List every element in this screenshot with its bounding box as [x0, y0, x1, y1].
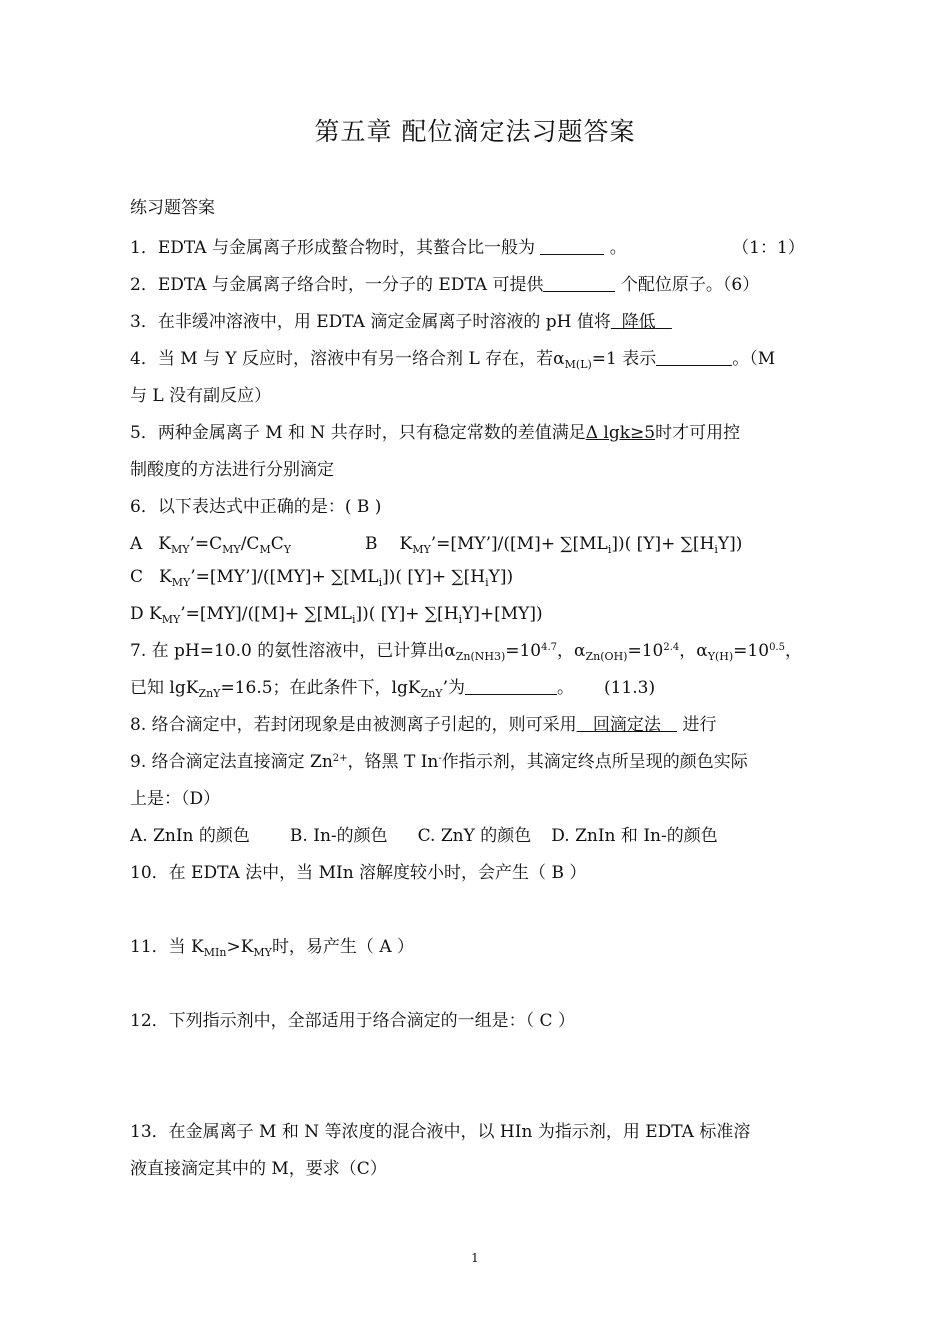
question-5 [130, 415, 820, 452]
q2-blank [543, 274, 615, 292]
q6-c-k: K [159, 567, 172, 587]
question-10: 10．在 EDTA 法中，当 MIn 溶解度较小时，会产生（ B ） [130, 863, 587, 883]
question-7-cont [130, 670, 820, 707]
q6-b-s2: i [714, 543, 718, 556]
q9-text: 9. 络合滴定法直接滴定 Zn [130, 752, 333, 772]
q11-text: 11．当 K [130, 937, 204, 957]
q11-c: 时，易产生（ A ） [271, 937, 415, 957]
q4-subscript: M(L) [564, 358, 592, 371]
q4-text-b: =1 表示 [591, 349, 657, 369]
q6-b-k: K [399, 534, 413, 554]
q2-tail: 个配位原子。 [620, 275, 723, 295]
q6-d-p1: ’=[MY]/([M]+ ∑[ML [180, 604, 352, 624]
q7-e2: =10 [627, 641, 664, 661]
q6-b-p2: ])( [Y]+ ∑[H [611, 534, 715, 554]
q6-c-s2: i [485, 576, 489, 589]
question-4 [130, 341, 820, 378]
q7-b3: ’为 [442, 678, 465, 698]
q6-option-d [130, 596, 820, 633]
q6-a-ksub: MY [170, 543, 190, 556]
q8-tail: 进行 [682, 715, 717, 735]
q11-s1: MIn [203, 946, 227, 959]
q6-d-ksub: MY [161, 613, 181, 626]
question-6: 6．以下表达式中正确的是：( B ) [130, 497, 382, 517]
q9-b: ，铬黑 T In [347, 752, 439, 772]
q1-tail: 。 [609, 238, 627, 258]
q8-answer: 回滴定法 [592, 715, 661, 735]
question-5-cont: 制酸度的方法进行分别滴定 [130, 460, 334, 480]
q7-c2: ，α [679, 641, 708, 661]
q9-option-a: A. ZnIn 的颜色 [130, 826, 250, 846]
question-9 [130, 744, 820, 781]
q7-e3: =10 [733, 641, 770, 661]
q7-blank [465, 677, 557, 695]
q7-b: 已知 lgK [130, 678, 199, 698]
exercise-content [130, 190, 820, 1188]
q7-s4: ZnY [198, 687, 221, 700]
q6-option-c [130, 559, 820, 596]
q6-option-a-label: A [130, 534, 143, 554]
q7-e1: =10 [505, 641, 542, 661]
q6-option-c-label: C [130, 567, 144, 587]
q6-a-s2: M [259, 543, 271, 556]
q12-options-cd [130, 1077, 820, 1114]
q4-text-c: 。（M [732, 349, 776, 369]
question-1 [130, 230, 820, 267]
q7-b2: =16.5；在此条件下，lgK [220, 678, 421, 698]
q9-sup: 2+ [332, 753, 348, 764]
question-13-cont: 液直接滴定其中的 M，要求（C） [130, 1159, 387, 1179]
q7-s2: Zn(OH) [585, 650, 628, 663]
q2-text: 2．EDTA 与金属离子络合时，一分子的 EDTA 可提供 [130, 275, 544, 295]
q9-option-c: C. ZnY 的颜色 [417, 826, 532, 846]
question-11 [130, 929, 820, 966]
q6-options-ab [130, 526, 820, 563]
question-13: 13．在金属离子 M 和 N 等浓度的混合液中，以 HIn 为指示剂，用 EDTA 标准溶 [130, 1122, 751, 1142]
q9-sup2: - [438, 753, 442, 764]
q4-blank [656, 348, 732, 366]
question-2 [130, 267, 820, 304]
q6-b-s1: i [607, 543, 612, 556]
q9-options [130, 818, 820, 855]
q11-s2: MY [253, 946, 272, 959]
q4-text: 4．当 M 与 Y 反应时，溶液中有另一络合剂 L 存在，若α [130, 349, 565, 369]
q6-b-p1: ’=[MY’]/([M]+ ∑[ML [430, 534, 608, 554]
q5-tail: 时才可用控 [655, 423, 741, 443]
q3-answer: 降低 [621, 312, 656, 332]
q5-text: 5．两种金属离子 M 和 N 共存时，只有稳定常数的差值满足 [130, 423, 586, 443]
q7-c3: ， [784, 641, 802, 661]
q7-answer: (11.3) [603, 678, 656, 698]
q6-c-p2: ])( [Y]+ ∑[H [382, 567, 486, 587]
q6-c-p3: Y]) [488, 567, 514, 587]
q6-c-ksub: MY [171, 576, 191, 589]
q2-answer: （6） [722, 275, 760, 295]
q9-option-b: B. In-的颜色 [289, 826, 388, 846]
question-4-cont: 与 L 没有副反应） [130, 386, 272, 406]
question-3 [130, 304, 820, 341]
q7-x1: 4.7 [541, 642, 558, 653]
q6-a-m1: /C [240, 534, 260, 554]
q11-b: >K [226, 937, 254, 957]
q6-option-d-label: D K [130, 604, 162, 624]
q9-option-d: D. ZnIn 和 In-的颜色 [551, 826, 718, 846]
q7-c1: ，α [557, 641, 586, 661]
q3-text: 3．在非缓冲溶液中，用 EDTA 滴定金属离子时溶液的 pH 值将 [130, 312, 611, 332]
q6-b-p3: Y]) [717, 534, 743, 554]
q7-x3: 0.5 [769, 642, 785, 653]
q6-a-s1: MY [222, 543, 241, 556]
q6-option-b-label: B [365, 534, 378, 554]
q6-a-m2: C [270, 534, 284, 554]
q7-b4: 。 [556, 678, 574, 698]
q7-s1: Zn(NH3) [455, 650, 506, 663]
page-title: 第五章 配位滴定法习题答案 [314, 117, 636, 146]
q6-a-k: K [158, 534, 171, 554]
q6-d-p2: ])( [Y]+ ∑[H [355, 604, 459, 624]
q6-d-p3: Y]+[MY]) [462, 604, 543, 624]
question-9-cont: 上是：（D） [130, 789, 221, 809]
q8-text: 8. 络合滴定中，若封闭现象是由被测离子引起的，则可采用 [130, 715, 577, 735]
question-7 [130, 633, 820, 670]
q6-c-p1: ’=[MY’]/([MY]+ ∑[ML [190, 567, 379, 587]
q12-options-ab [130, 1040, 820, 1077]
q7-s3: Y(H) [707, 650, 734, 663]
q5-answer: Δ lgk≥5 [585, 423, 656, 443]
q6-a-s3: Y [283, 543, 291, 556]
question-8 [130, 707, 820, 744]
q1-blank [540, 237, 604, 255]
q10-options [130, 892, 820, 929]
q6-c-s1: i [378, 576, 383, 589]
section-heading: 练习题答案 [130, 198, 215, 218]
q1-answer: （1：1） [732, 238, 805, 258]
q1-text: 1．EDTA 与金属离子形成螯合物时，其螯合比一般为 [130, 238, 535, 258]
q7-text: 7. 在 pH=10.0 的氨性溶液中，已计算出α [130, 641, 456, 661]
page-number: 1 [471, 1251, 479, 1265]
q11-options [130, 966, 820, 1003]
q6-d-s1: i [351, 613, 356, 626]
q9-c: 作指示剂，其滴定终点所呈现的颜色实际 [441, 752, 748, 772]
q7-x2: 2.4 [663, 642, 680, 653]
q7-s5: ZnY [420, 687, 443, 700]
q6-b-ksub: MY [412, 543, 431, 556]
q6-a-eq: ’=C [189, 534, 223, 554]
question-12: 12．下列指示剂中，全部适用于络合滴定的一组是：（ C ） [130, 1011, 575, 1031]
q6-d-s2: i [458, 613, 463, 626]
